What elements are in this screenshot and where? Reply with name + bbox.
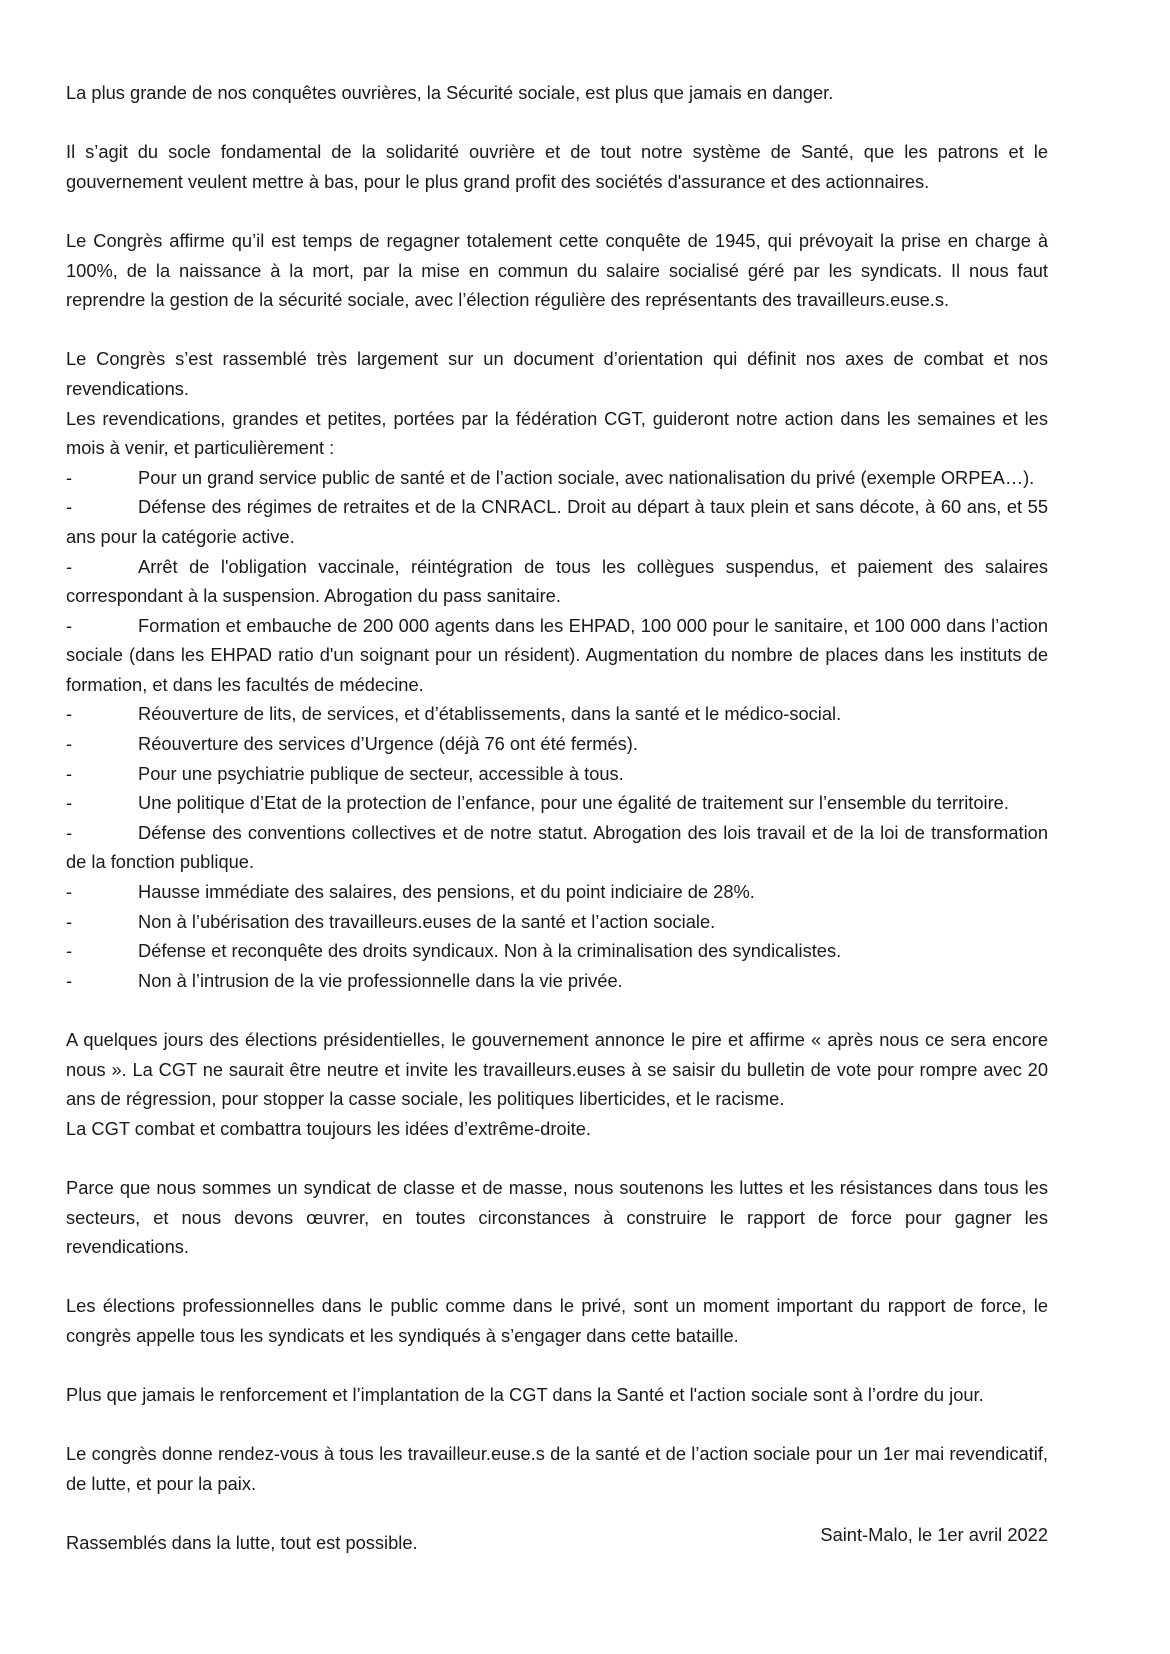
- dash-bullet-icon: -: [66, 792, 73, 814]
- paragraph-elections-professionnelles: Les élections professionnelles dans le public comme dans le privé, sont un moment important du rapport de force, le congrès appelle tous les syndicats et les syndiqués à s’engager dans cette bataille.: [66, 1295, 1048, 1346]
- list-item: [66, 729, 1048, 759]
- paragraph-spacer: [66, 1351, 1048, 1381]
- dash-bullet-icon: -: [66, 733, 73, 755]
- list-item-text: Non à l’intrusion de la vie professionnelle dans la vie privée.: [138, 969, 623, 991]
- dash-bullet-icon: -: [66, 821, 73, 843]
- list-item: [66, 759, 1048, 789]
- list-item-text: Réouverture des services d’Urgence (déjà 76 ont été fermés).: [138, 733, 638, 755]
- paragraph-congres-affirme: Le Congrès affirme qu’il est temps de regagner totalement cette conquête de 1945, qui prévoyait la prise en charge à 100%, de la naissance à la mort, par la mise en commun du salaire socialisé géré par les syndicats. Il nous faut reprendre la gestion de la sécurité sociale, avec l’élection régulière des représentants des travailleurs.euse.s.: [66, 229, 1048, 311]
- list-item-text: Défense et reconquête des droits syndicaux. Non à la criminalisation des syndicalistes.: [138, 940, 842, 962]
- dash-bullet-icon: -: [66, 940, 73, 962]
- signature-line: Saint-Malo, le 1er avril 2022: [820, 1524, 1048, 1545]
- dash-bullet-icon: -: [66, 969, 73, 991]
- dash-bullet-icon: -: [66, 703, 73, 725]
- list-item: [66, 788, 1048, 818]
- list-item: [66, 492, 1048, 551]
- dash-bullet-icon: -: [66, 762, 73, 784]
- list-item: [66, 936, 1048, 966]
- list-item-text: Défense des régimes de retraites et de la CNRACL. Droit au départ à taux plein et sans décote, à 60 ans, et 55 ans pour la catégorie active.: [66, 496, 1048, 547]
- paragraph-renforcement-cgt: Plus que jamais le renforcement et l’implantation de la CGT dans la Santé et l'action sociale sont à l’ordre du jour.: [66, 1384, 984, 1406]
- list-item: [66, 611, 1048, 700]
- paragraph-rassembles: Rassemblés dans la lutte, tout est possible.: [66, 1532, 418, 1554]
- list-item: [66, 818, 1048, 877]
- list-item: [66, 699, 1048, 729]
- list-item-text: Pour une psychiatrie publique de secteur, accessible à tous.: [138, 762, 624, 784]
- paragraph-spacer: [66, 315, 1048, 345]
- list-item-text: Arrêt de l'obligation vaccinale, réintégration de tous les collègues suspendus, et paiement des salaires correspondant à la suspension. Abrogation du pass sanitaire.: [66, 555, 1048, 607]
- list-item: [66, 966, 1048, 996]
- list-item: [66, 463, 1048, 493]
- dash-bullet-icon: -: [66, 910, 73, 932]
- list-item: [66, 907, 1048, 937]
- paragraph-document-orientation: Le Congrès s’est rassemblé très largement sur un document d’orientation qui définit nos axes de combat et nos revendications.: [66, 348, 1048, 399]
- list-item-text: Hausse immédiate des salaires, des pensions, et du point indiciaire de 28%.: [138, 881, 755, 903]
- dash-bullet-icon: -: [66, 496, 73, 518]
- dash-bullet-icon: -: [66, 466, 73, 488]
- list-item-text: Réouverture de lits, de services, et d’établissements, dans la santé et le médico-social.: [138, 703, 842, 725]
- paragraph-spacer: [66, 1410, 1048, 1440]
- list-item-text: Une politique d’Etat de la protection de l’enfance, pour une égalité de traitement sur l’ensemble du territoire.: [138, 792, 1009, 814]
- dash-bullet-icon: -: [66, 555, 73, 577]
- paragraph-spacer: [66, 1143, 1048, 1173]
- paragraph-intro: La plus grande de nos conquêtes ouvrières, la Sécurité sociale, est plus que jamais en danger.: [66, 82, 834, 103]
- paragraph-elections-presidentielles: A quelques jours des élections présidentielles, le gouvernement annonce le pire et affirme « après nous ce sera encore nous ». La CGT ne saurait être neutre et invite les travailleurs.euses à se saisir du bulletin de vote pour rompre avec 20 ans de régression, pour stopper la casse sociale, les politiques liberticides, et le racisme.: [66, 1029, 1048, 1110]
- list-item-text: Pour un grand service public de santé et de l’action sociale, avec nationalisation du privé (exemple ORPEA…).: [138, 466, 1035, 488]
- list-item: [66, 552, 1048, 611]
- paragraph-syndicat-classe-masse: Parce que nous sommes un syndicat de classe et de masse, nous soutenons les luttes et les résistances dans tous les secteurs, et nous devons œuvrer, en toutes circonstances à construire le rapport de force pour gagner les revendications.: [66, 1176, 1048, 1258]
- list-item: [66, 877, 1048, 907]
- document-body: [66, 78, 1048, 1558]
- list-item-text: Défense des conventions collectives et de notre statut. Abrogation des lois travail et de la loi de transformation de la fonction publique.: [66, 821, 1048, 873]
- paragraph-extreme-droite: La CGT combat et combattra toujours les idées d’extrême-droite.: [66, 1117, 591, 1139]
- dash-bullet-icon: -: [66, 881, 73, 903]
- paragraph-spacer: [66, 196, 1048, 226]
- paragraph-spacer: [66, 108, 1048, 138]
- paragraph-spacer: [66, 1262, 1048, 1292]
- paragraph-revendications-intro: Les revendications, grandes et petites, portées par la fédération CGT, guideront notre action dans les semaines et les mois à venir, et particulièrement :: [66, 407, 1048, 459]
- dash-bullet-icon: -: [66, 614, 73, 636]
- paragraph-socle-fondamental: Il s’agit du socle fondamental de la solidarité ouvrière et de tout notre système de Santé, que les patrons et le gouvernement veulent mettre à bas, pour le plus grand profit des sociétés d'assurance et des actionnaires.: [66, 141, 1048, 192]
- list-item-text: Formation et embauche de 200 000 agents dans les EHPAD, 100 000 pour le sanitaire, et 100 000 dans l’action sociale (dans les EHPAD ratio d'un soignant pour un résident). Augmentation du nombre de places dans les instituts de formation, et dans les facultés de médecine.: [66, 614, 1048, 695]
- list-item-text: Non à l’ubérisation des travailleurs.euses de la santé et l’action sociale.: [138, 910, 716, 932]
- paragraph-spacer: [66, 995, 1048, 1025]
- paragraph-rendez-vous-1er-mai: Le congrès donne rendez-vous à tous les travailleur.euse.s de la santé et de l’action sociale pour un 1er mai revendicatif, de lutte, et pour la paix.: [66, 1443, 1048, 1494]
